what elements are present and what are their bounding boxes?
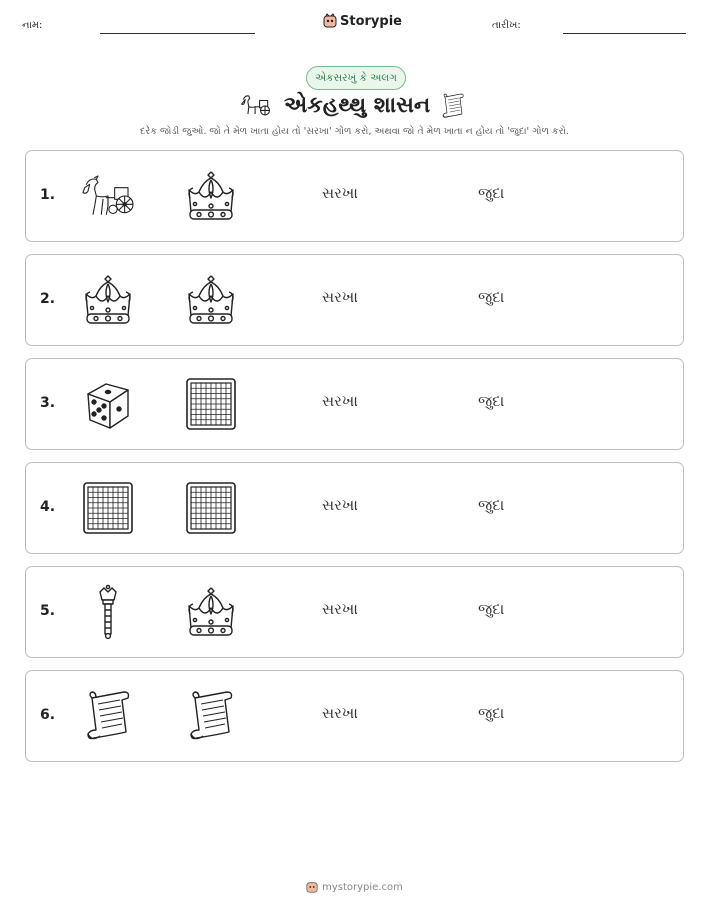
storypie-mascot-icon bbox=[323, 13, 337, 29]
instructions: દરેક જોડી જુઓ. જો તે મેળ ખાતા હોય તો 'સરખા' ગોળ કરો, અથવા જો તે મેળ ખાતા ન હોય તો 'જુદા' ગોળ કરો. bbox=[140, 126, 569, 137]
worksheet-type-badge: એકસરખું કે અલગ bbox=[306, 66, 406, 90]
crown-icon bbox=[78, 272, 138, 328]
question-number: 5. bbox=[40, 603, 56, 619]
question-row bbox=[25, 670, 684, 762]
different-option[interactable]: જુદા bbox=[478, 704, 505, 722]
different-option[interactable]: જુદા bbox=[478, 288, 505, 306]
same-option[interactable]: સરખા bbox=[322, 496, 358, 514]
same-option[interactable]: સરખા bbox=[322, 392, 358, 410]
storypie-logo bbox=[323, 13, 402, 29]
question-row bbox=[25, 150, 684, 242]
title-row bbox=[0, 90, 709, 122]
same-option[interactable]: સરખા bbox=[322, 184, 358, 202]
date-label: તારીખ: bbox=[492, 20, 521, 31]
grid-icon bbox=[78, 480, 138, 536]
grid-icon bbox=[181, 376, 241, 432]
grid-icon bbox=[181, 480, 241, 536]
footer-site-link[interactable]: mystorypie.com bbox=[322, 881, 403, 893]
crown-icon bbox=[181, 272, 241, 328]
horse-carriage-icon bbox=[238, 92, 274, 118]
different-option[interactable]: જુદા bbox=[478, 600, 505, 618]
name-label: નામ: bbox=[22, 20, 43, 31]
question-row bbox=[25, 566, 684, 658]
logo-text: Storypie bbox=[340, 13, 402, 29]
question-number: 3. bbox=[40, 395, 56, 411]
different-option[interactable]: જુદા bbox=[478, 496, 505, 514]
crown-icon bbox=[181, 168, 241, 224]
same-option[interactable]: સરખા bbox=[322, 600, 358, 618]
question-number: 6. bbox=[40, 707, 56, 723]
scroll-icon bbox=[181, 688, 241, 744]
scroll-icon bbox=[438, 91, 468, 121]
page-header bbox=[0, 0, 709, 50]
same-option[interactable]: સરખા bbox=[322, 288, 358, 306]
scroll-icon bbox=[78, 688, 138, 744]
page-title: એકહથ્થુ શાસન bbox=[284, 93, 431, 118]
different-option[interactable]: જુદા bbox=[478, 392, 505, 410]
question-number: 1. bbox=[40, 187, 56, 203]
question-row bbox=[25, 254, 684, 346]
crown-icon bbox=[181, 584, 241, 640]
date-input-line[interactable] bbox=[563, 33, 686, 34]
question-number: 2. bbox=[40, 291, 56, 307]
name-input-line[interactable] bbox=[100, 33, 255, 34]
scepter-icon bbox=[78, 584, 138, 640]
question-number: 4. bbox=[40, 499, 56, 515]
question-row bbox=[25, 358, 684, 450]
storypie-mascot-icon bbox=[306, 880, 318, 894]
same-option[interactable]: સરખા bbox=[322, 704, 358, 722]
dice-icon bbox=[78, 376, 138, 432]
different-option[interactable]: જુદા bbox=[478, 184, 505, 202]
carriage-icon bbox=[78, 168, 138, 224]
question-row bbox=[25, 462, 684, 554]
page-footer bbox=[0, 880, 709, 894]
